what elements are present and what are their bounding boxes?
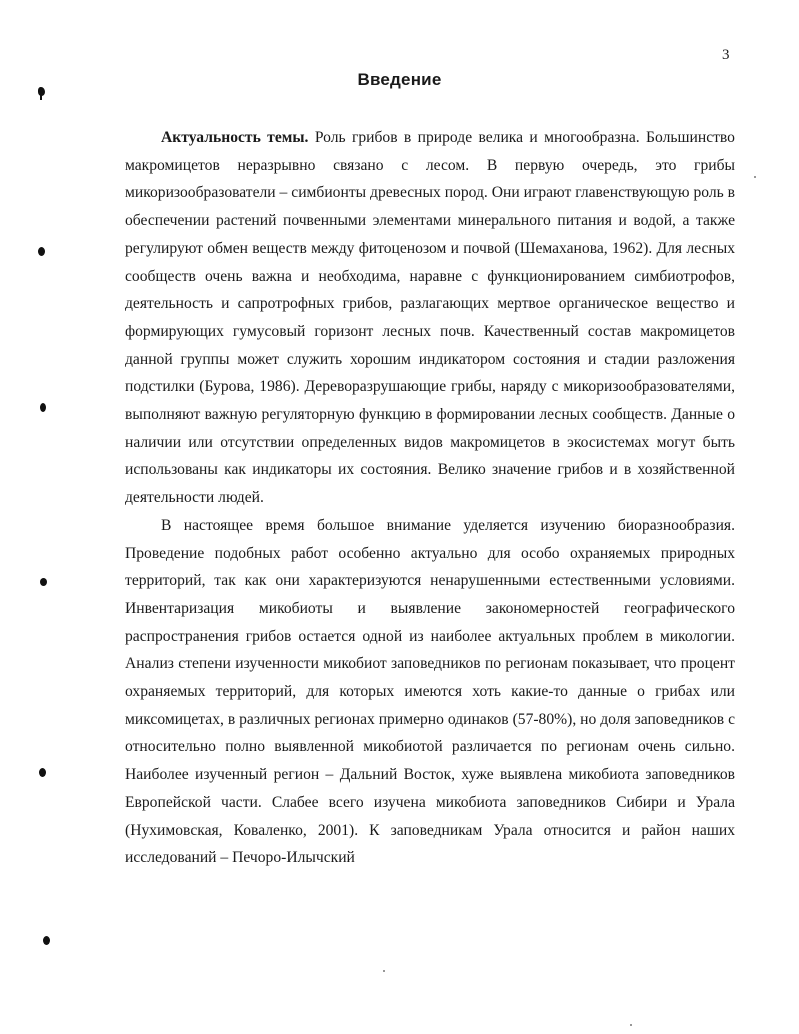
binding-hole-mark bbox=[38, 87, 45, 96]
paragraph-text: Роль грибов в природе велика и многообразна. Большинство макромицетов неразрывно связано с лесом. В первую очередь, это грибы микоризообразователи – симбионты древесных пород. Они играют главенствующую роль в обеспечении растений почвенными элементами минерального питания и водой, а также регулируют обмен веществ между фитоценозом и почвой (Шемаханова, 1962). Для лесных сообществ очень важна и необходима, наравне с функционированием симбиотрофов, деятельность и сапротрофных грибов, разлагающих мертвое органическое вещество и формирующих гумусовый горизонт лесных почв. Качественный состав макромицетов данной группы может служить хорошим индикатором состояния и стадии разложения подстилки (Бурова, 1986). Дереворазрушающие грибы, наряду с микоризообразователями, выполняют важную регуляторную функцию в формировании лесных сообществ. Данные о наличии или отсутствии определенных видов макромицетов в экосистемах могут быть использованы как индикаторы их состояния. Велико значение грибов и в хозяйственной деятельности людей. bbox=[125, 129, 735, 507]
scan-speck bbox=[754, 176, 756, 178]
page-title: Введение bbox=[357, 70, 442, 89]
binding-hole-mark bbox=[39, 768, 46, 777]
paragraph-biodiversity bbox=[125, 512, 735, 872]
scan-speck bbox=[383, 970, 385, 972]
binding-hole-mark bbox=[38, 247, 45, 256]
binding-hole-mark bbox=[40, 578, 47, 586]
paragraph-text: В настоящее время большое внимание уделяется изучению биоразнообразия. Проведение подобных работ особенно актуально для особо охраняемых природных территорий, так как они характеризуются ненарушенными естественными условиями. Инвентаризация микобиоты и выявление закономерностей географического распространения грибов остается одной из наиболее актуальных проблем в микологии. Анализ степени изученности микобиот заповедников по регионам показывает, что процент охраняемых территорий, для которых имеются хоть какие-то данные о грибах или миксомицетах, в различных регионах примерно одинаков (57-80%), но доля заповедников с относительно полно выявленной микобиотой различается по регионам очень сильно. Наиболее изученный регион – Дальний Восток, хуже выявлена микобиота заповедников Европейской части. Слабее всего изучена микобиота заповедников Сибири и Урала (Нухимовская, Коваленко, 2001). К заповедникам Урала относится и район наших исследований – Печоро-Илычский bbox=[125, 516, 735, 867]
paragraph-lead: Актуальность темы. bbox=[161, 129, 309, 146]
binding-hole-mark bbox=[40, 403, 46, 412]
paragraph-relevance bbox=[125, 124, 735, 512]
binding-hole-mark bbox=[43, 936, 50, 945]
scan-speck bbox=[630, 1024, 632, 1026]
page-number: 3 bbox=[722, 47, 730, 63]
body-text bbox=[125, 124, 735, 872]
